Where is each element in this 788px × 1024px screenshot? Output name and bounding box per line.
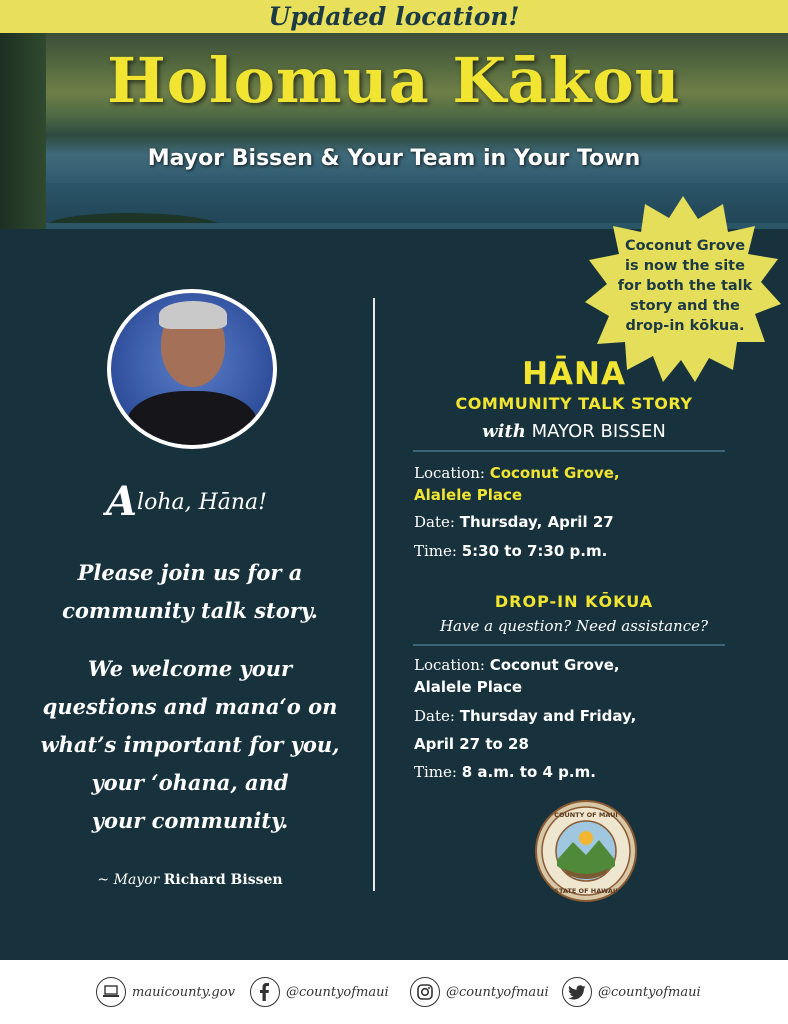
banner-text: Updated location! [268, 2, 520, 31]
event-location-line2 [414, 486, 522, 504]
date-label: Date: [414, 513, 455, 531]
invitation-line: community talk story. [62, 598, 318, 623]
signature [30, 872, 350, 888]
dropin-subtitle: Have a question? Need assistance? [439, 617, 709, 635]
callout-line: Coconut Grove [624, 238, 746, 254]
location-value: Coconut Grove, [489, 464, 620, 482]
section-rule [413, 644, 725, 646]
seal-top-text: COUNTY OF MAUI [554, 811, 618, 819]
hero-subtitle: Mayor Bissen & Your Team in Your Town [147, 146, 641, 171]
welcome-paragraph [30, 650, 350, 840]
dropin-location-line2 [414, 678, 522, 696]
laptop-icon [96, 977, 126, 1007]
event-title: COMMUNITY TALK STORY [455, 394, 693, 413]
portrait-hair [159, 301, 227, 329]
website-link[interactable]: mauicounty.gov [132, 984, 235, 1000]
twitter-icon [562, 977, 592, 1007]
event-time [414, 542, 607, 560]
footer-twitter[interactable] [562, 976, 701, 1008]
portrait-shirt [127, 391, 257, 449]
time-label: Time: [414, 763, 457, 781]
location-label: Location: [414, 464, 485, 482]
footer-instagram[interactable] [410, 976, 549, 1008]
signature-name: Richard Bissen [163, 872, 283, 888]
aloha-greeting [0, 478, 373, 525]
aloha-rest: loha, Hāna! [137, 490, 268, 515]
facebook-icon [250, 977, 280, 1007]
date-value: Thursday and Friday, [459, 707, 637, 725]
callout-text [612, 236, 758, 336]
callout-line: drop-in kōkua. [625, 318, 745, 334]
instagram-icon [410, 977, 440, 1007]
updated-location-banner [0, 0, 788, 33]
callout-line: for both the talk [617, 278, 753, 294]
twitter-handle[interactable]: @countyofmaui [598, 984, 701, 1000]
callout-line: is now the site [625, 258, 745, 274]
section-rule [413, 450, 725, 452]
date-value: Thursday, April 27 [459, 513, 614, 531]
footer-website[interactable] [96, 976, 235, 1008]
welcome-line: your community. [91, 808, 289, 833]
signature-title: Mayor [113, 872, 160, 888]
date-value-2: April 27 to 28 [414, 735, 529, 753]
dropin-title: DROP-IN KŌKUA [494, 592, 654, 611]
welcome-line: questions and mana‘o on [42, 694, 338, 719]
callout-line: story and the [630, 298, 740, 314]
column-divider [373, 298, 375, 891]
event-with-word: with [482, 421, 526, 442]
mayor-portrait [107, 289, 277, 449]
location-value-2: Alalele Place [414, 678, 523, 696]
dropin-time [414, 763, 596, 781]
invitation-paragraph [30, 554, 350, 630]
time-value: 8 a.m. to 4 p.m. [461, 763, 596, 781]
county-seal [535, 800, 637, 902]
footer-facebook[interactable] [250, 976, 389, 1008]
dropin-location [414, 656, 620, 674]
event-host [384, 421, 764, 442]
location-value-2: Alalele Place [414, 486, 523, 504]
welcome-line: We welcome your [87, 656, 293, 681]
instagram-handle[interactable]: @countyofmaui [446, 984, 549, 1000]
welcome-line: your ‘ohana, and [91, 770, 289, 795]
time-value: 5:30 to 7:30 p.m. [461, 542, 608, 560]
dropin-date-line2 [414, 735, 529, 753]
facebook-handle[interactable]: @countyofmaui [286, 984, 389, 1000]
location-value: Coconut Grove, [489, 656, 620, 674]
dropin-date [414, 707, 636, 725]
event-date [414, 513, 614, 531]
event-place: HĀNA [522, 356, 626, 392]
time-label: Time: [414, 542, 457, 560]
invitation-line: Please join us for a [77, 560, 303, 585]
event-location [414, 464, 620, 482]
date-label: Date: [414, 707, 455, 725]
seal-bottom-text: STATE OF HAWAII [554, 887, 618, 895]
welcome-line: what’s important for you, [40, 732, 340, 757]
location-label: Location: [414, 656, 485, 674]
signature-prefix: ~ [97, 872, 114, 888]
event-host-name: MAYOR BISSEN [531, 421, 666, 442]
hero-title: Holomua Kākou [107, 44, 681, 117]
footer-social-bar [0, 960, 788, 1024]
aloha-initial: A [105, 478, 138, 525]
seal-sun [579, 831, 593, 845]
